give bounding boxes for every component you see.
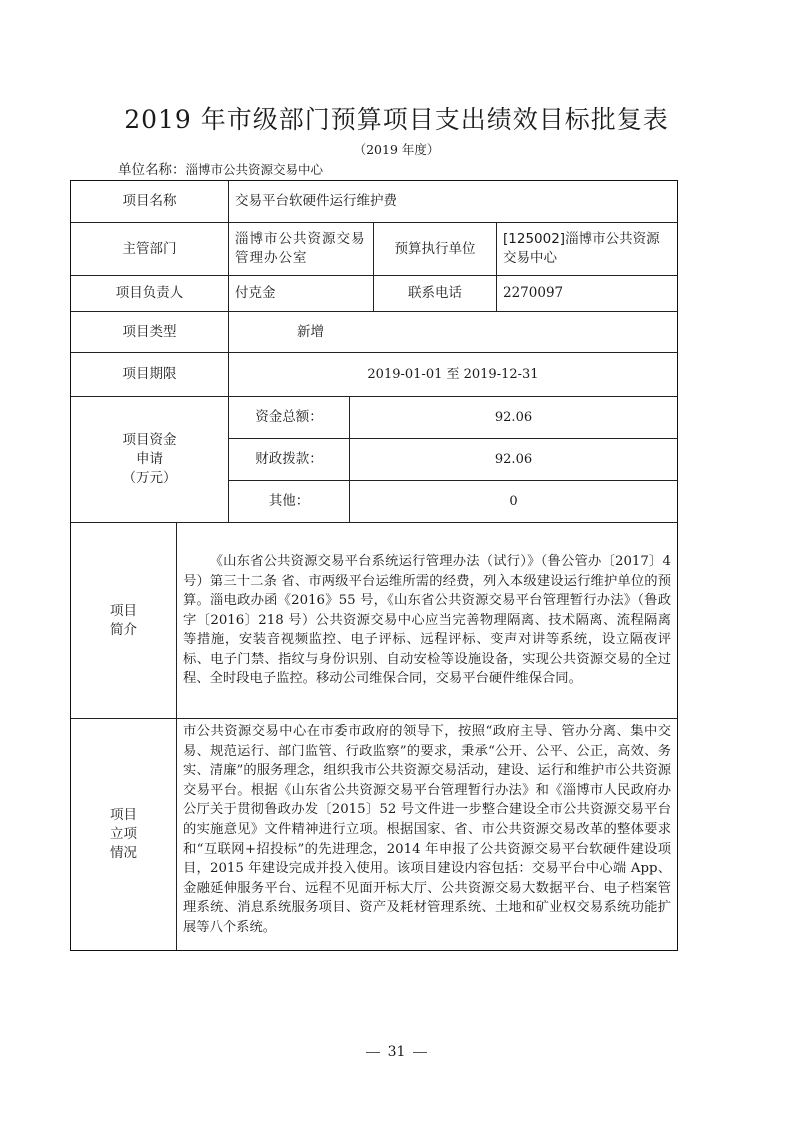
type-value: 新增 <box>228 311 678 353</box>
period-label: 项目期限 <box>70 352 229 397</box>
dash-left <box>366 1052 380 1053</box>
owner-label: 项目负责人 <box>70 275 229 312</box>
establishment-label-line: 项目 <box>110 807 137 823</box>
intro-text: 《山东省公共资源交易平台系统运行管理办法（试行）》（鲁公管办〔2017〕4 号）第三十二条 省、市两级平台运维所需的经费，列入本级建设运行维护单位的预算。淄电政办函《2016》55 号，《山东省公共资源交易平台管理暂行办法》（鲁政字〔2016〕218 号）公共资源交易中心应当完善物理隔离、技术隔离、流程隔离等措施，安装音视频监控、电子评标、远程评标、变声对讲等系统，设立隔夜评标、电子门禁、指纹与身份识别、自动安检等设施设备，实现公共资源交易的全过程、全时段电子监控。移动公司维保合同，交易平台硬件维保合同。 <box>183 553 671 687</box>
unit-name-value: 淄博市公共资源交易中心 <box>185 162 324 177</box>
unit-name-line <box>118 158 323 178</box>
phone-label: 联系电话 <box>373 275 497 312</box>
phone-value: 2270097 <box>496 275 678 312</box>
document-title: 2019 年市级部门预算项目支出绩效目标批复表 <box>124 105 669 134</box>
intro-label <box>70 522 177 719</box>
type-label: 项目类型 <box>70 311 229 353</box>
funding-fiscal-label: 财政拨款： <box>228 438 350 481</box>
funding-fiscal-value: 92.06 <box>349 438 678 481</box>
project-name-value: 交易平台软硬件运行维护费 <box>228 180 678 223</box>
executor-value: [125002]淄博市公共资源交易中心 <box>496 222 678 276</box>
dash-right <box>413 1052 427 1053</box>
funding-label-line: 申请 <box>136 451 163 467</box>
document-subtitle: （2019 年度） <box>353 142 440 157</box>
owner-value: 付克金 <box>228 275 374 312</box>
page-number: 31 <box>387 1044 406 1060</box>
funding-other-label: 其他： <box>228 480 350 523</box>
project-name-label: 项目名称 <box>70 180 229 223</box>
intro-label-line: 项目 <box>110 602 137 619</box>
funding-total-value: 92.06 <box>349 396 678 439</box>
period-value: 2019-01-01 至 2019-12-31 <box>228 352 678 397</box>
department-label: 主管部门 <box>70 222 229 276</box>
page-footer <box>0 1044 793 1060</box>
funding-other-value: 0 <box>349 480 678 523</box>
intro-label-line: 简介 <box>110 621 137 638</box>
funding-label-line: （万元） <box>122 470 177 486</box>
funding-label-line: 项目资金 <box>122 432 177 448</box>
intro-text-cell <box>176 522 678 719</box>
department-value: 淄博市公共资源交易管理办公室 <box>228 222 374 276</box>
establishment-label <box>70 718 177 951</box>
establishment-label-line: 立项 <box>110 826 137 842</box>
establishment-text: 市公共资源交易中心在市委市政府的领导下，按照“政府主导、管办分离、集中交易、规范运行、部门监管、行政监察”的要求，秉承“公开、公平、公正，高效、务实、清廉”的服务理念，组织我市公共资源交易活动，建设、运行和维护市公共资源交易平台。根据《山东省公共资源交易平台管理暂行办法》和《淄博市人民政府办公厅关于贯彻鲁政办发〔2015〕52 号文件进一步整合建设全市公共资源交易平台的实施意见》文件精神进行立项。根据国家、省、市公共资源交易改革的整体要求和“互联网+招投标”的先进理念，2014 年申报了公共资源交易平台软硬件建设项目，2015 年建设完成并投入使用。该项目建设内容包括：交易平台中心端 App、金融延伸服务平台、远程不见面开标大厅、公共资源交易大数据平台、电子档案管理系统、消息系统服务项目、资产及耗材管理系统、土地和矿业权交易系统功能扩展等八个系统。 <box>183 724 671 935</box>
funding-label <box>70 396 229 523</box>
unit-name-label: 单位名称： <box>118 162 186 178</box>
funding-total-label: 资金总额： <box>228 396 350 439</box>
establishment-text-cell <box>176 718 678 951</box>
establishment-label-line: 情况 <box>110 845 137 861</box>
executor-label: 预算执行单位 <box>373 222 497 276</box>
